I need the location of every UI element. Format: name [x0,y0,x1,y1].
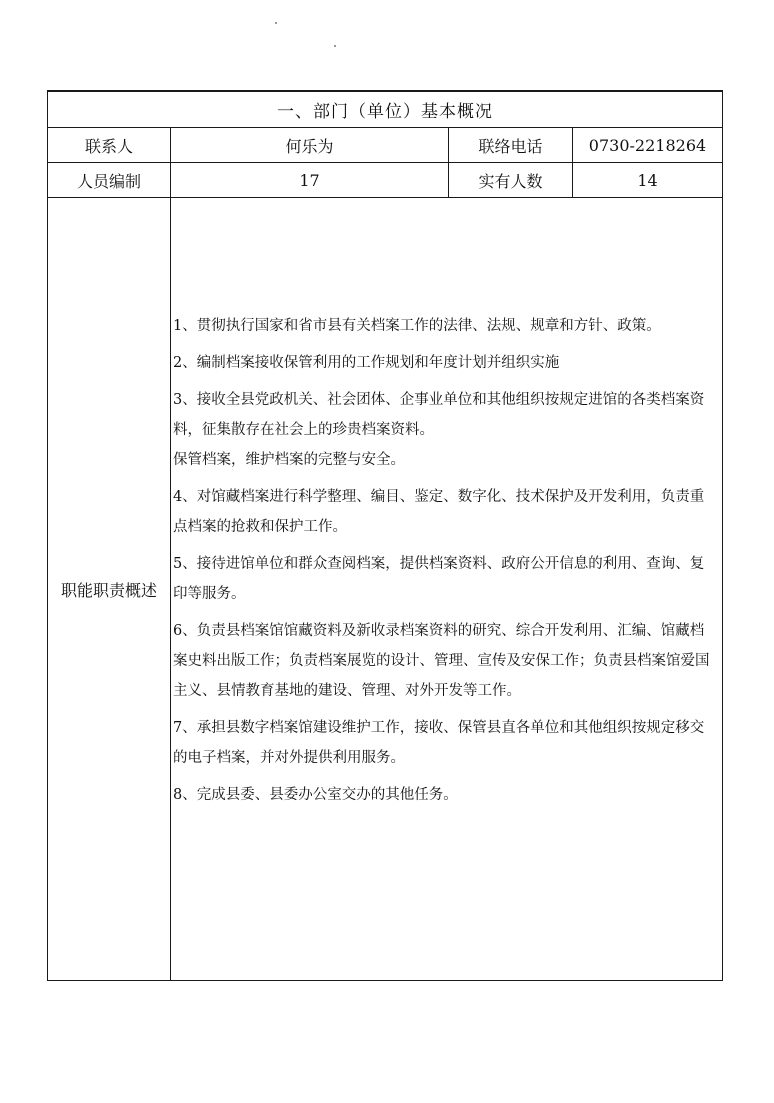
contact-phone-label: 联络电话 [449,128,573,163]
staff-quota-label: 人员编制 [48,163,171,198]
contact-row [48,128,723,163]
duties-cell [171,198,723,981]
contact-person-value: 何乐为 [171,128,449,163]
scan-speck [334,45,336,47]
basic-info-table [47,90,723,981]
duties-row [48,198,723,981]
staffing-row [48,163,723,198]
contact-phone-value: 0730-2218264 [573,128,723,163]
duty-item: 4、对馆藏档案进行科学整理、编目、鉴定、数字化、技术保护及开发利用，负责重点档案的抢救和保护工作。 [173,489,705,535]
scan-speck [275,22,277,24]
duty-item: 7、承担县数字档案馆建设维护工作，接收、保管县直各单位和其他组织按规定移交的电子档案，并对外提供利用服务。 [173,720,705,766]
duties-list [171,311,722,810]
duties-label: 职能职责概述 [48,198,171,981]
staff-actual-label: 实有人数 [449,163,573,198]
duty-item: 保管档案，维护档案的完整与安全。 [173,452,405,468]
duty-item: 2、编制档案接收保管利用的工作规划和年度计划并组织实施 [173,355,560,371]
contact-person-label: 联系人 [48,128,171,163]
staff-quota-value: 17 [171,163,449,198]
duty-item: 6、负责县档案馆馆藏资料及新收录档案资料的研究、综合开发利用、汇编、馆藏档案史料出版工作；负责档案展览的设计、管理、宣传及安保工作；负责县档案馆爱国主义、县情教育基地的建设、管理、对外开发等工作。 [173,623,710,699]
title-row [48,91,723,128]
duty-item: 8、完成县委、县委办公室交办的其他任务。 [173,787,458,803]
duty-item: 3、接收全县党政机关、社会团体、企事业单位和其他组织按规定进馆的各类档案资料，征集散存在社会上的珍贵档案资料。 [173,392,705,438]
staff-actual-value: 14 [573,163,723,198]
duty-item: 1、贯彻执行国家和省市县有关档案工作的法律、法规、规章和方针、政策。 [173,318,661,334]
duty-item: 5、接待进馆单位和群众查阅档案，提供档案资料、政府公开信息的利用、查询、复印等服务。 [173,556,705,602]
table-title: 一、部门（单位）基本概况 [48,91,723,128]
